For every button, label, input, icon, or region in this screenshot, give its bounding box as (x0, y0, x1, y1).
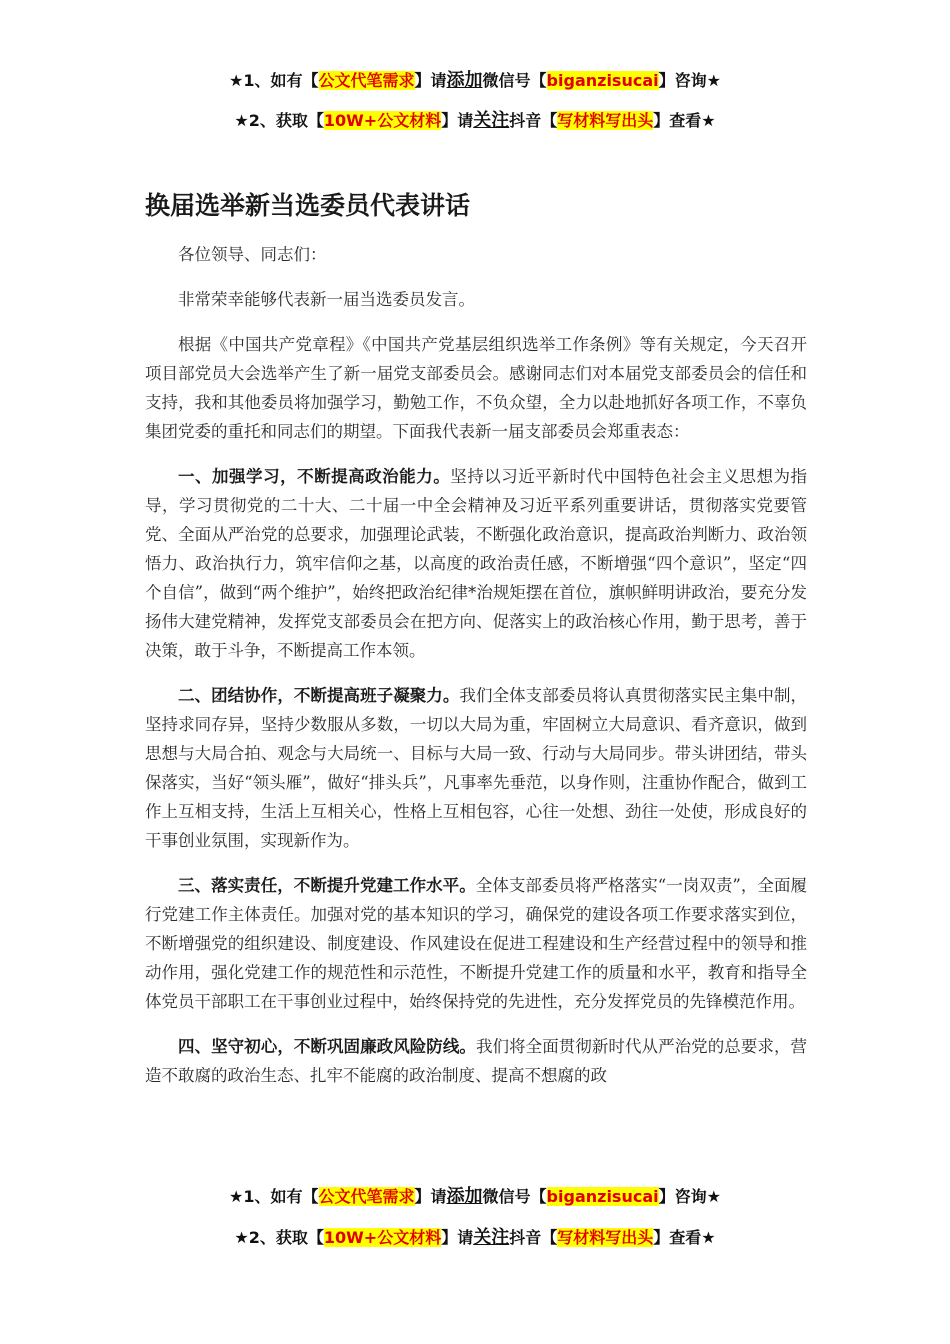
salutation: 各位领导、同志们： (178, 245, 327, 264)
top-banner-line-1 (0, 70, 950, 92)
banner-text: 抖音【 (509, 111, 558, 130)
section-heading: 四、坚守初心，不断巩固廉政风险防线。 (178, 1037, 476, 1056)
banner-highlight: 公文代笔需求 (318, 71, 415, 90)
banner-text: 】请 (414, 71, 447, 90)
top-banner-line-2 (0, 110, 950, 132)
banner-text: ★2、获取【 (234, 111, 324, 130)
banner-highlight: 10W+公文材料 (323, 111, 442, 130)
section-text: 我们全体支部委员将认真贯彻落实民主集中制，坚持求同存异，坚持少数服从多数，一切以大局为重，牢固树立大局意识、看齐意识，做到思想与大局合拍、观念与大局统一、目标与大局一致、行动与大局同步。带头讲团结，带头保落实，当好“领头雁”，做好“排头兵”，凡事率先垂范，以身作则，注重协作配合，做到工作上互相支持，生活上互相关心，性格上互相包容，心往一处想、劲往一处使，形成良好的干事创业氛围，实现新作为。 (145, 686, 808, 850)
banner-text: 】查看★ (653, 111, 716, 130)
banner-text: 】查看★ (653, 1228, 716, 1247)
section-heading: 一、加强学习，不断提高政治能力。 (178, 467, 451, 486)
wechat-id-highlight: biganzisucai (546, 71, 659, 90)
section-text: 全体支部委员将严格落实“一岗双责”，全面履行党建工作主体责任。加强对党的基本知识的学习，确保党的建设各项工作要求落实到位，不断增强党的组织建设、制度建设、作风建设在促进工程建设和生产经营过程中的领导和推动作用，强化党建工作的规范性和示范性，不断提升党建工作的质量和水平，教育和指导全体党员干部职工在干事创业过程中，始终保持党的先进性，充分发挥党员的先锋模范作用。 (145, 876, 808, 1011)
bottom-banner-line-1 (0, 1186, 950, 1208)
intro-paragraph: 根据《中国共产党章程》《中国共产党基层组织选举工作条例》等有关规定，今天召开项目部党员大会选举产生了新一届党支部委员会。感谢同志们对本届党支部委员会的信任和支持，我和其他委员将加强学习，勤勉工作，不负众望，全力以赴地抓好各项工作，不辜负集团党委的重托和同志们的期望。下面我代表新一届支部委员会郑重表态： (145, 335, 807, 441)
banner-emphasis: 添加 (446, 70, 483, 91)
banner-text: ★1、如有【 (229, 71, 319, 90)
banner-text: 】请 (441, 1228, 474, 1247)
section-paragraph (145, 1032, 807, 1090)
banner-highlight: 10W+公文材料 (323, 1228, 442, 1247)
bottom-banner-line-2 (0, 1227, 950, 1249)
banner-text: 】请 (441, 111, 474, 130)
section-paragraph (145, 871, 807, 1016)
banner-text: ★2、获取【 (234, 1228, 324, 1247)
section-heading: 三、落实责任，不断提升党建工作水平。 (178, 876, 476, 895)
banner-highlight: 公文代笔需求 (318, 1187, 415, 1206)
section-text: 我们将全面贯彻新时代从严治党的总要求，营造不敢腐的政治生态、扎牢不能腐的政治制度、提高不想腐的政 (145, 1037, 808, 1085)
banner-text: ★1、如有【 (229, 1187, 319, 1206)
banner-emphasis: 添加 (446, 1186, 483, 1207)
section-paragraph (145, 681, 807, 855)
douyin-id-highlight: 写材料写出头 (557, 1228, 654, 1247)
banner-text: 抖音【 (509, 1228, 558, 1247)
banner-text: 微信号【 (482, 71, 547, 90)
banner-text: 】咨询★ (658, 1187, 721, 1206)
banner-text: 微信号【 (482, 1187, 547, 1206)
document-title: 换届选举新当选委员代表讲话 (145, 191, 471, 220)
douyin-id-highlight: 写材料写出头 (557, 111, 654, 130)
banner-emphasis: 关注 (473, 110, 510, 131)
section-heading: 二、团结协作，不断提高班子凝聚力。 (178, 686, 460, 705)
banner-text: 】咨询★ (658, 71, 721, 90)
section-paragraph (145, 462, 807, 665)
opening-paragraph: 非常荣幸能够代表新一届当选委员发言。 (178, 290, 475, 309)
banner-text: 】请 (414, 1187, 447, 1206)
banner-emphasis: 关注 (473, 1227, 510, 1248)
section-text: 坚持以习近平新时代中国特色社会主义思想为指导，学习贯彻党的二十大、二十届一中全会精神及习近平系列重要讲话，贯彻落实党要管党、全面从严治党的总要求，加强理论武装，不断强化政治意识，提高政治判断力、政治领悟力、政治执行力，筑牢信仰之基，以高度的政治责任感，不断增强“四个意识”，坚定“四个自信”，做到“两个维护”，始终把政治纪律*治规矩摆在首位，旗帜鲜明讲政治，要充分发扬伟大建党精神，发挥党支部委员会在把方向、促落实上的政治核心作用，勤于思考，善于决策，敢于斗争，不断提高工作本领。 (145, 467, 808, 660)
document-body (145, 240, 807, 1106)
wechat-id-highlight: biganzisucai (546, 1187, 659, 1206)
